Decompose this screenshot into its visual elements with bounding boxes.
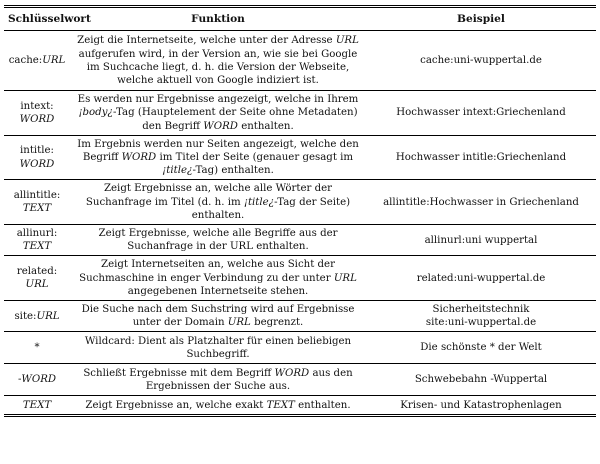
function-text: -Tag (Hauptelement der Seite ohne Metadaten) den Begriff <box>112 107 358 132</box>
keyword-text: URL <box>36 310 60 322</box>
function-text: WORD <box>203 120 238 132</box>
example-text: Schwebebahn -Wuppertal <box>414 374 548 386</box>
example-text: cache:uni-wuppertal.de <box>420 55 542 67</box>
keyword-text: site: <box>14 310 37 322</box>
example-text: allintitle:Hochwasser in Griechenland <box>383 196 579 208</box>
function-text: -Tag der Seite) enthalten. <box>191 196 351 221</box>
keyword-text: WORD <box>19 114 55 125</box>
function-text: enthalten. <box>237 120 294 132</box>
keyword-cell <box>4 301 70 332</box>
function-text: Schließt Ergebnisse mit dem Begriff <box>83 367 275 379</box>
keyword-text: allinurl: <box>16 228 58 240</box>
function-text: ¡title¿ <box>162 165 193 177</box>
function-text: URL <box>335 35 359 47</box>
function-text: aufgerufen wird, in der Version an, wie sie bei Google im Suchcache liegt, d. h. die Version der Webseite, welche aktuell von Google indiziert ist. <box>78 48 358 86</box>
keyword-text: TEXT <box>22 203 52 215</box>
header-example: Beispiel <box>457 13 505 25</box>
example-text: site:uni-wuppertal.de <box>425 317 537 329</box>
example-text: Krisen- und Katastrophenlagen <box>400 399 562 411</box>
keyword-cell <box>4 180 70 225</box>
example-text: Die schönste * der Welt <box>420 342 542 354</box>
function-text: begrenzt. <box>250 317 304 329</box>
function-cell <box>70 364 366 396</box>
function-text: angegebenen Internetseite stehen. <box>127 285 309 297</box>
keyword-cell <box>4 31 70 91</box>
keyword-cell <box>4 256 70 301</box>
function-cell <box>70 332 366 364</box>
keyword-text: allintitle: <box>13 190 61 202</box>
function-cell <box>70 396 366 416</box>
function-text: Zeigt Ergebnisse an, welche exakt <box>85 399 267 411</box>
function-text: Die Suche nach dem Suchstring wird auf Ergebnisse unter der Domain <box>81 304 355 329</box>
table-row <box>4 301 596 332</box>
example-cell <box>366 301 596 332</box>
function-text: enthalten. <box>294 399 351 411</box>
table-row <box>4 256 596 301</box>
table-row <box>4 91 596 136</box>
function-text: Im Ergebnis werden nur Seiten angezeigt, welche den Begriff <box>77 138 359 164</box>
table-row <box>4 225 596 256</box>
function-text: Zeigt Ergebnisse an, welche alle Wörter der Suchanfrage im Titel (d. h. im <box>85 183 333 208</box>
function-cell <box>70 256 366 301</box>
example-text: related:uni-wuppertal.de <box>416 272 546 284</box>
keyword-cell <box>4 364 70 396</box>
function-text: Zeigt Internetseiten an, welche aus Sicht der Suchmaschine in enger Verbindung zu der unter <box>79 259 335 284</box>
keyword-cell <box>4 225 70 256</box>
function-text: Zeigt Ergebnisse, welche alle Begriffe aus der Suchanfrage in der URL enthalten. <box>98 228 338 253</box>
keyword-text: cache: <box>8 55 43 67</box>
table-row <box>4 31 596 91</box>
table-row <box>4 396 596 416</box>
function-cell <box>70 180 366 225</box>
table-row <box>4 180 596 225</box>
keyword-text: TEXT <box>22 241 52 253</box>
header-keyword: Schlüsselwort <box>8 13 91 25</box>
function-cell <box>70 31 366 91</box>
function-text: URL <box>333 272 357 284</box>
table-row <box>4 332 596 364</box>
function-text: TEXT <box>266 399 295 411</box>
keyword-text: - <box>17 374 22 386</box>
function-text: WORD <box>121 152 157 164</box>
search-operators-table <box>4 5 596 417</box>
function-text: Wildcard: Dient als Platzhalter für einen beliebigen Suchbegriff. <box>84 335 352 360</box>
function-cell <box>70 135 366 180</box>
example-text: Hochwasser intitle:Griechenland <box>395 152 567 164</box>
example-text: Hochwasser intext:Griechenland <box>396 107 566 119</box>
keyword-text: URL <box>25 279 49 291</box>
table-row <box>4 364 596 396</box>
function-text: -Tag) enthalten. <box>192 165 274 177</box>
keyword-text: intext: <box>20 100 54 112</box>
table-body <box>4 31 596 416</box>
function-text: Es werden nur Ergebnisse angezeigt, welche in Ihrem <box>77 94 359 106</box>
table-row <box>4 135 596 180</box>
example-text: Sicherheitstechnik <box>432 304 530 316</box>
header-function: Funktion <box>191 13 245 25</box>
function-text: ¡title¿ <box>243 196 275 208</box>
keyword-cell <box>4 332 70 364</box>
example-cell <box>366 31 596 91</box>
example-cell <box>366 256 596 301</box>
function-cell <box>70 91 366 136</box>
function-text: Zeigt die Internetseite, welche unter der Adresse <box>77 35 336 47</box>
function-text: aus den Ergebnissen der Suche aus. <box>145 367 353 392</box>
keyword-text: WORD <box>21 374 57 386</box>
keyword-cell <box>4 396 70 416</box>
function-text: im Titel der Seite (genauer gesagt im <box>156 152 354 164</box>
function-text: URL <box>227 317 251 329</box>
keyword-text: TEXT <box>22 399 52 411</box>
example-cell <box>366 364 596 396</box>
function-text: ¡body¿ <box>78 107 113 119</box>
table-header <box>4 7 596 31</box>
keyword-text: URL <box>42 55 66 67</box>
function-cell <box>70 301 366 332</box>
keyword-cell <box>4 135 70 180</box>
example-text: allinurl:uni wuppertal <box>424 234 538 246</box>
example-cell <box>366 396 596 416</box>
keyword-text: related: <box>16 266 58 278</box>
example-cell <box>366 180 596 225</box>
keyword-cell <box>4 91 70 136</box>
function-cell <box>70 225 366 256</box>
example-cell <box>366 91 596 136</box>
example-cell <box>366 225 596 256</box>
keyword-text: * <box>34 342 40 354</box>
keyword-text: WORD <box>19 158 55 170</box>
example-cell <box>366 135 596 180</box>
keyword-text: intitle: <box>20 145 54 157</box>
function-text: WORD <box>274 367 310 379</box>
example-cell <box>366 332 596 364</box>
header-row <box>4 7 596 31</box>
